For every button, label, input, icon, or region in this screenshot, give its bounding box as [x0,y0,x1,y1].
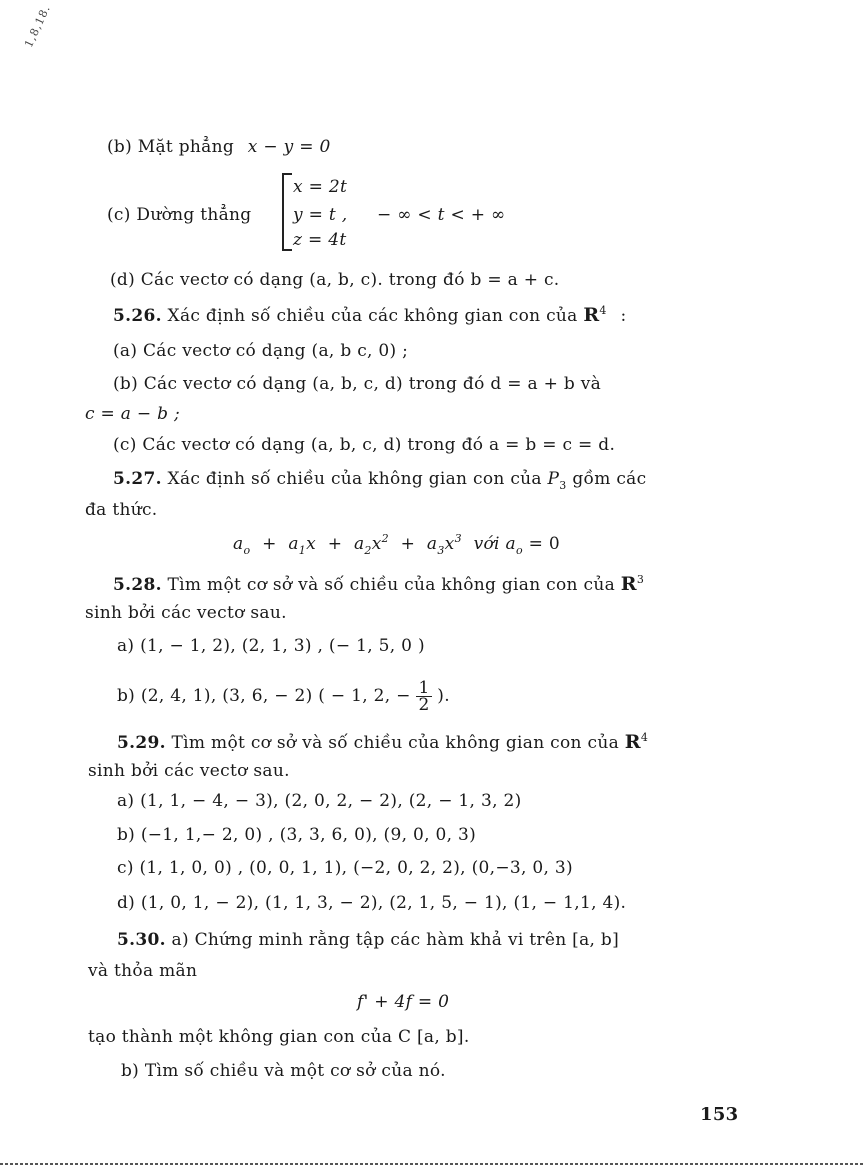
fraction-one-half [416,680,431,713]
system-x: x = 2t [293,177,348,197]
polynomial-formula [233,533,560,557]
system-bracket [282,173,292,251]
exercise-5-29-text: Tìm một cơ sở và số chiều của không gian con của [171,733,619,753]
formula-condition-sub: o [515,544,523,557]
differential-equation: f' + 4f = 0 [357,992,450,1012]
exercise-5-28-exp: 3 [636,573,645,586]
exercise-5-26-b1: (b) Các vectơ có dạng (a, b, c, d) trong đó d = a + b và [113,374,602,394]
exercise-5-26-c: (c) Các vectơ có dạng (a, b, c, d) trong đó a = b = c = d. [113,435,616,455]
exercise-5-26-number: 5.26. [113,306,162,326]
formula-x3-exp: 3 [454,532,462,545]
exercise-5-27-text-end: gồm các [572,469,647,489]
system-y: y = t , [293,205,348,225]
exercise-5-29-line2: sinh bởi các vectơ sau. [88,761,290,781]
formula-a1: a [288,534,299,554]
formula-plus-1: + [262,534,277,554]
exercise-5-28-heading [113,573,644,598]
exercise-5-26-b2: c = a − b ; [85,404,181,424]
exercise-5-26-exp: 4 [599,304,607,317]
exercise-5-27-line2: đa thức. [85,500,158,520]
exercise-5-27-space: P [547,469,560,489]
exercise-5-29-b: b) (−1, 1,− 2, 0) , (3, 3, 6, 0), (9, 0, 0, 3) [117,825,477,845]
fraction-denominator: 2 [418,695,430,715]
exercise-5-28-space: R [620,573,637,595]
formula-a1-sub: 1 [298,544,307,557]
formula-plus-2: + [327,534,343,554]
formula-x2: x [371,534,382,554]
exercise-5-28-number: 5.28. [113,575,162,595]
exercise-5-29-space: R [624,731,641,753]
formula-a0-sub: o [243,544,251,557]
exercise-5-30-line3: tạo thành một không gian con của C [a, b]. [88,1027,470,1047]
exercise-5-26-a: (a) Các vectơ có dạng (a, b c, 0) ; [113,341,409,361]
exercise-5-27-number: 5.27. [113,469,162,489]
exercise-5-29-c: c) (1, 1, 0, 0) , (0, 0, 1, 1), (−2, 0, 2, 2), (0,−3, 0, 3) [117,858,573,878]
system-z: z = 4t [293,230,347,250]
item-c-label: (c) Dường thẳng [107,205,252,225]
exercise-5-30-b: b) Tìm số chiều và một cơ sở của nó. [121,1061,446,1081]
formula-condition-a: a [505,534,516,554]
fraction-numerator: 1 [418,678,430,698]
exercise-5-28-text: Tìm một cơ sở và số chiều của không gian con của [167,575,615,595]
exercise-5-26-heading [113,304,626,329]
formula-plus-3: + [400,534,416,554]
formula-a2: a [353,534,365,554]
formula-condition-eq: = 0 [528,534,560,554]
exercise-5-28-a: a) (1, − 1, 2), (2, 1, 3) , (− 1, 5, 0 ) [117,636,425,656]
exercise-5-29-exp: 4 [640,731,649,744]
exercise-5-29-heading [117,731,648,756]
exercise-5-26-colon: : [620,306,627,326]
formula-a0: a [233,534,244,554]
item-b-label: (b) Mặt phẳng [107,137,235,157]
exercise-5-27-heading [113,468,646,492]
item-b-equation: x − y = 0 [247,137,331,157]
exercise-5-29-d: d) (1, 0, 1, − 2), (1, 1, 3, − 2), (2, 1, 5, − 1), (1, − 1,1, 4). [117,893,627,913]
item-d: (d) Các vectơ có dạng (a, b, c). trong đó b = a + c. [110,270,560,290]
exercise-5-27-space-sub: 3 [559,479,567,492]
formula-with: với [473,534,500,554]
exercise-5-30-line1 [117,929,619,951]
exercise-5-28-line2: sinh bởi các vectơ sau. [85,603,287,623]
exercise-5-28-b-vectors: b) (2, 4, 1), (3, 6, − 2) ( − 1, 2, − [117,686,411,706]
formula-x1: x [306,534,316,554]
formula-a2-sub: 2 [364,544,372,557]
exercise-5-30-text: a) Chứng minh rằng tập các hàm khả vi trên [a, b] [171,930,620,950]
formula-a3: a [426,534,438,554]
formula-x3: x [444,534,455,554]
formula-a3-sub: 3 [437,544,445,557]
exercise-5-30-number: 5.30. [117,930,166,950]
bottom-rule [0,1163,865,1165]
exercise-5-26-text: Xác định số chiều của các không gian con của [167,306,578,326]
exercise-5-27-text: Xác định số chiều của không gian con của [167,469,542,489]
system-range: − ∞ < t < + ∞ [377,205,506,225]
exercise-5-30-line2: và thỏa mãn [88,961,198,981]
corner-mark: 1,8,18. [22,2,54,50]
formula-x2-exp: 2 [381,532,389,545]
exercise-5-29-a: a) (1, 1, − 4, − 3), (2, 0, 2, − 2), (2, − 1, 3, 2) [117,791,522,811]
exercise-5-28-b-end: ). [437,686,450,706]
item-b-plane [107,136,331,158]
exercise-5-28-b [117,680,450,713]
exercise-5-29-number: 5.29. [117,733,166,753]
exercise-5-26-space: R [583,304,600,326]
page-number: 153 [700,1104,739,1125]
